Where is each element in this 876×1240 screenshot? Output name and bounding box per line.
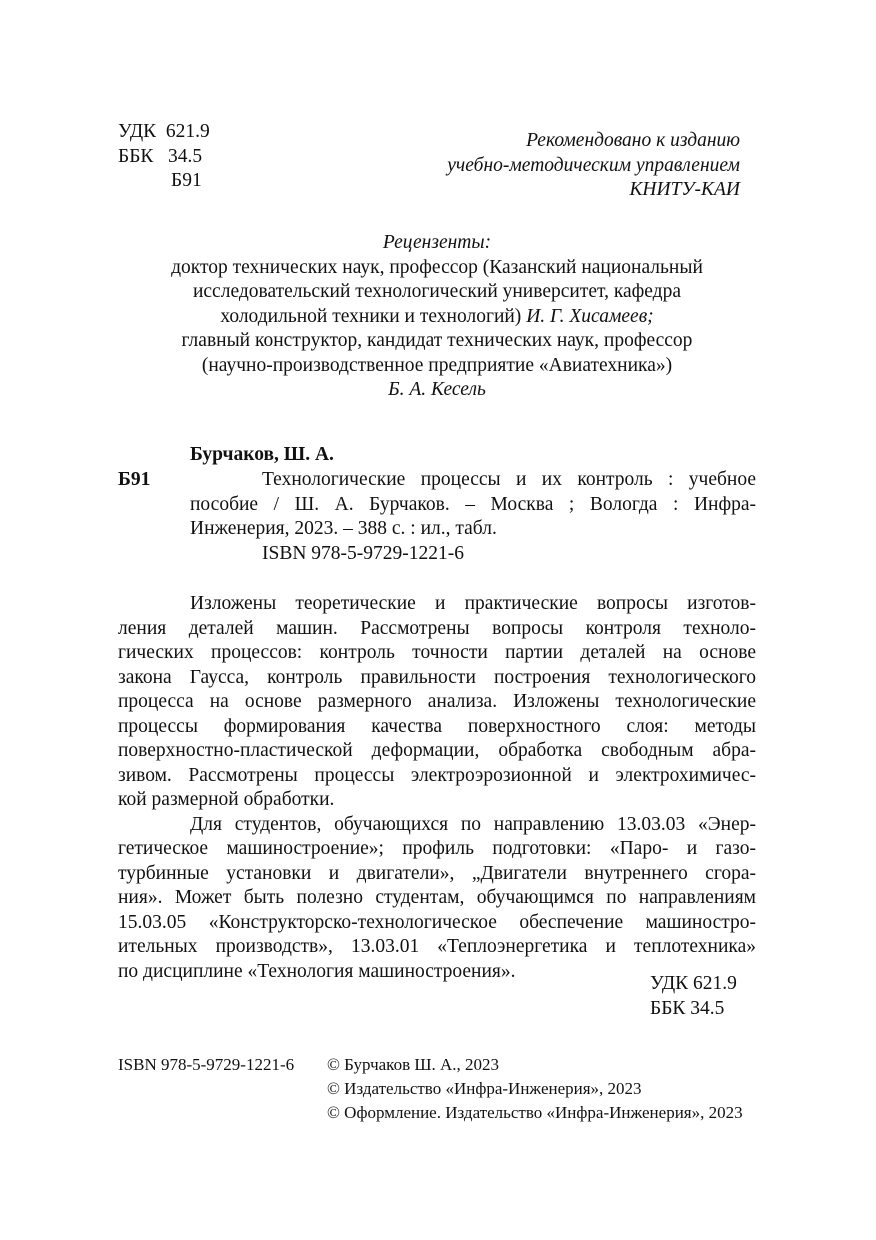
copyright-isbn: ISBN 978-5-9729-1221-6	[118, 1055, 295, 1074]
abstract-line: зивом. Рассмотрены процессы электроэрозионной и электрохимичес-	[118, 764, 756, 786]
recommendation-line: КНИТУ-КАИ	[629, 179, 740, 200]
recommendation-line: учебно-методическим управлением	[447, 154, 740, 176]
abstract-line: процесса на основе размерного анализа. Изложены технологические	[118, 691, 756, 712]
bib-author-heading: Бурчаков, Ш. А.	[190, 444, 334, 465]
reviewer-line: главный конструктор, кандидат технических наук, профессор	[181, 330, 693, 351]
abstract-paragraph-2	[118, 813, 756, 985]
abstract-line: ительных производств», 13.03.01 «Теплоэнергетика и теплотехника»	[118, 936, 756, 957]
bottom-bbk: ББК 34.5	[650, 997, 725, 1019]
bib-line: пособие / Ш. А. Бурчаков. – Москва ; Вологда : Инфра-	[190, 493, 756, 515]
reviewer-line: доктор технических наук, профессор (Казанский национальный	[171, 256, 703, 278]
recommendation-block	[400, 129, 740, 203]
bottom-udk: УДК 621.9	[650, 973, 737, 994]
bib-line: Инженерия, 2023. – 388 с. : ил., табл.	[190, 518, 497, 539]
copyright-line: © Бурчаков Ш. А., 2023	[327, 1055, 500, 1074]
abstract-line: 15.03.05 «Конструкторско-технологическое обеспечение машиностро-	[118, 911, 756, 933]
reviewer-name: Б. А. Кесель	[388, 379, 486, 400]
bottom-codes	[650, 972, 737, 1021]
copyright-block	[327, 1053, 743, 1125]
recommendation-line: Рекомендовано к изданию	[526, 130, 740, 151]
bib-isbn: ISBN 978-5-9729-1221-6	[262, 542, 465, 564]
abstract-line: процессы формирования качества поверхностного слоя: методы	[118, 715, 756, 737]
abstract-line: ния». Может быть полезно студентам, обучающимся по направлениям	[118, 887, 756, 908]
copyright-line: © Оформление. Издательство «Инфра-Инженерия», 2023	[327, 1103, 743, 1122]
abstract-block	[118, 592, 756, 984]
bib-description	[190, 468, 756, 566]
abstract-line: гетическое машиностроение»; профиль подготовки: «Паро- и газо-	[118, 838, 756, 859]
abstract-line: кой размерной обработки.	[118, 789, 335, 810]
abstract-line: турбинные установки и двигатели», „Двигатели внутреннего сгора-	[118, 862, 756, 884]
reviewer-line: холодильной техники и технологий) И. Г. Хисамеев;	[220, 305, 654, 327]
reviewer-line: (научно-производственное предприятие «Авиатехника»)	[201, 354, 673, 376]
bbk-label: ББК	[118, 145, 154, 167]
abstract-line: гических процессов: контроль точности партии деталей на основе	[118, 642, 756, 663]
author-mark-top: Б91	[171, 170, 202, 191]
reviewers-heading: Рецензенты:	[382, 232, 492, 253]
abstract-line: поверхностно-пластической деформации, обработка свободным абра-	[118, 740, 756, 761]
bbk-line	[118, 145, 258, 170]
bib-mark: Б91	[118, 469, 151, 490]
copyright-line: © Издательство «Инфра-Инженерия», 2023	[327, 1079, 642, 1098]
reviewers-block	[118, 231, 756, 403]
abstract-line: ления деталей машин. Рассмотрены вопросы контроля техноло-	[118, 617, 756, 639]
bbk-value: 34.5	[168, 145, 203, 167]
udk-label: УДК	[118, 121, 157, 142]
reviewer-name: И. Г. Хисамеев;	[526, 305, 654, 327]
abstract-line: по дисциплине «Технология машиностроения».	[118, 960, 516, 982]
classification-block	[118, 120, 258, 194]
bib-line: Технологические процессы и их контроль : учебное	[262, 469, 756, 490]
abstract-line: Для студентов, обучающихся по направлению 13.03.03 «Энер-	[190, 813, 756, 835]
abstract-paragraph-1	[118, 592, 756, 813]
udk-line	[118, 120, 258, 145]
reviewer-line: исследовательский технологический университет, кафедра	[192, 281, 682, 302]
abstract-line: Изложены теоретические и практические вопросы изготов-	[190, 593, 756, 614]
abstract-line: закона Гаусса, контроль правильности построения технологического	[118, 666, 756, 688]
udk-value: 621.9	[165, 121, 210, 142]
